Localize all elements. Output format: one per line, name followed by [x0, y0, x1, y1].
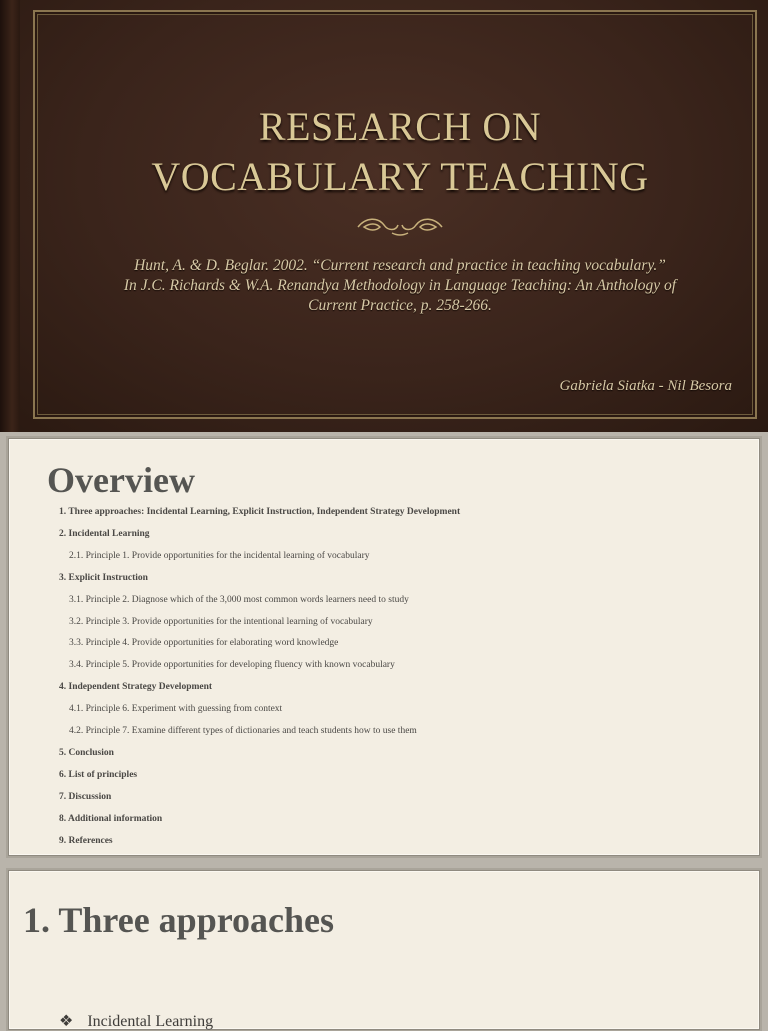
citation-line-3: Current Practice, p. 258-266.	[308, 297, 492, 314]
flourish-ornament-icon	[352, 213, 448, 237]
outline-item: 7. Discussion	[59, 791, 112, 802]
outline-item: 5. Conclusion	[59, 747, 114, 758]
outline-item: 3. Explicit Instruction	[59, 572, 148, 583]
citation-line-2: In J.C. Richards & W.A. Renandya Methodology in Language Teaching: An Anthology of	[123, 277, 677, 294]
outline-subitem: 3.1. Principle 2. Diagnose which of the 3,000 most common words learners need to study	[69, 594, 409, 605]
outline-item: 1. Three approaches: Incidental Learning, Explicit Instruction, Independent Strategy Development	[59, 507, 461, 517]
outline-item: 2. Incidental Learning	[59, 528, 150, 539]
diamond-bullet-icon: ❖	[59, 1013, 74, 1030]
section-slide	[8, 870, 760, 1030]
section-heading: 1. Three approaches	[23, 900, 335, 940]
title-line-2: VOCABULARY TEACHING	[151, 154, 649, 199]
citation-line-1: Hunt, A. & D. Beglar. 2002. “Current research and practice in teaching vocabulary.”	[134, 257, 666, 274]
outline-item: 9. References	[59, 835, 113, 846]
overview-slide	[8, 438, 760, 856]
outline-subitem: 3.4. Principle 5. Provide opportunities for developing fluency with known vocabulary	[69, 660, 395, 671]
outline-item: 6. List of principles	[59, 769, 138, 780]
overview-heading: Overview	[47, 460, 195, 500]
bullet-item	[59, 1011, 213, 1031]
outline-item: 4. Independent Strategy Development	[59, 682, 213, 693]
outline-subitem: 4.2. Principle 7. Examine different types of dictionaries and teach students how to use them	[69, 726, 417, 736]
outline-item: 8. Additional information	[59, 813, 163, 824]
outline-subitem: 3.3. Principle 4. Provide opportunities for elaborating word knowledge	[69, 638, 339, 649]
outline-subitem: 4.1. Principle 6. Experiment with guessing from context	[69, 704, 283, 715]
book-spine	[0, 0, 20, 432]
outline-subitem: 2.1. Principle 1. Provide opportunities for the incidental learning of vocabulary	[69, 550, 370, 561]
authors: Gabriela Siatka - Nil Besora	[559, 378, 732, 394]
outline-subitem: 3.2. Principle 3. Provide opportunities for the intentional learning of vocabulary	[69, 616, 373, 627]
bullet-text: Incidental Learning	[87, 1013, 214, 1030]
title-line-1: RESEARCH ON	[258, 104, 542, 149]
title-slide	[0, 0, 768, 432]
